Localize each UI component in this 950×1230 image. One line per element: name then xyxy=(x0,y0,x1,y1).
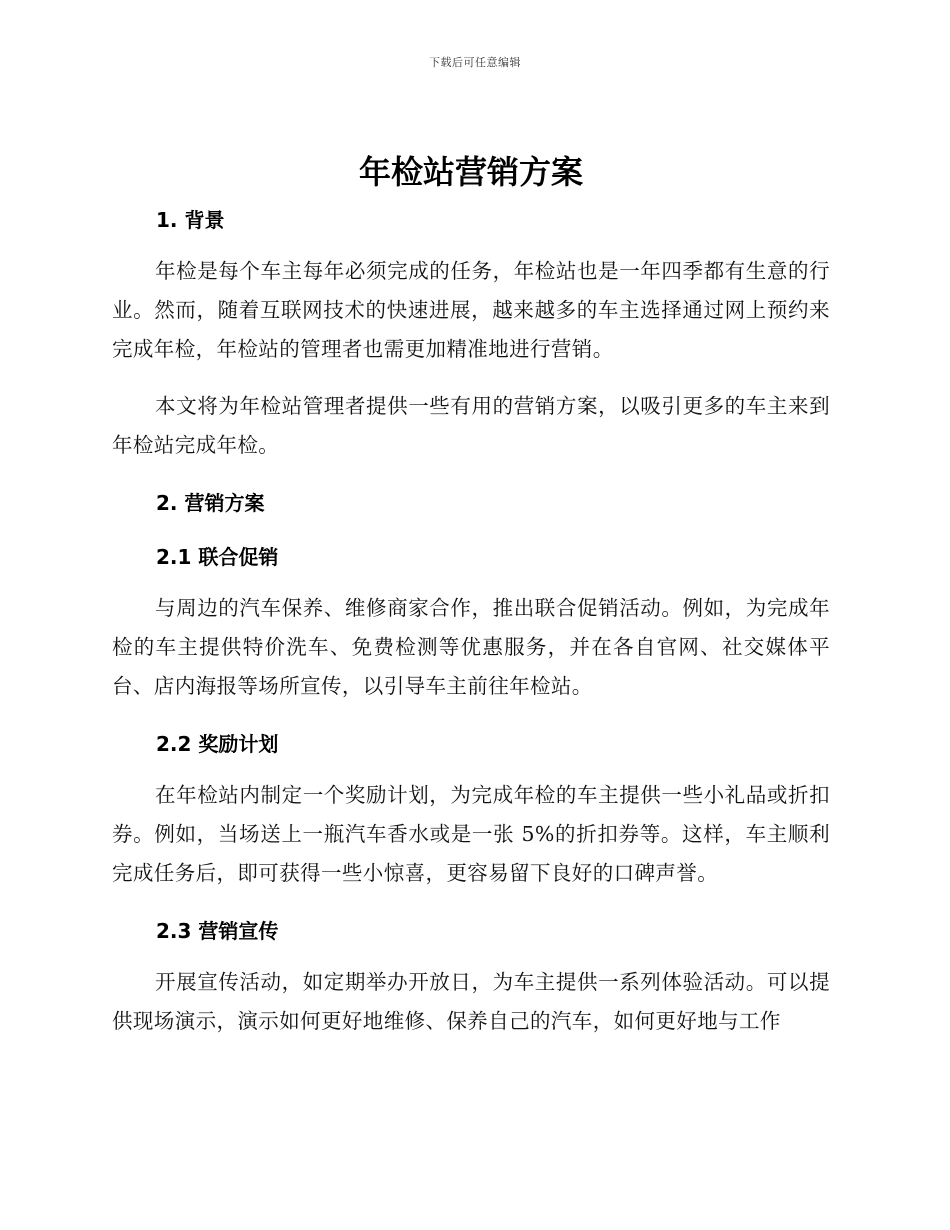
paragraph-joint-promotion: 与周边的汽车保养、维修商家合作，推出联合促销活动。例如，为完成年检的车主提供特价洗车、免费检测等优惠服务，并在各自官网、社交媒体平台、店内海报等场所宣传，以引导车主前往年检站。 xyxy=(112,596,830,698)
section-heading-marketing-publicity: 2.3 营销宣传 xyxy=(156,919,279,943)
paragraph-background-2: 本文将为年检站管理者提供一些有用的营销方案，以吸引更多的车主来到年检站完成年检。 xyxy=(112,394,830,457)
section-heading-background: 1. 背景 xyxy=(156,208,225,232)
section-heading-joint-promotion: 2.1 联合促销 xyxy=(156,545,279,569)
paragraph-reward-plan: 在年检站内制定一个奖励计划，为完成年检的车主提供一些小礼品或折扣券。例如，当场送上一瓶汽车香水或是一张 5%的折扣券等。这样，车主顺利完成任务后，即可获得一些小惊喜，更容易留下良好的口碑声誉。 xyxy=(112,783,830,885)
paragraph-marketing-publicity: 开展宣传活动，如定期举办开放日，为车主提供一系列体验活动。可以提供现场演示，演示如何更好地维修、保养自己的汽车，如何更好地与工作 xyxy=(112,970,830,1033)
section-heading-marketing-plan: 2. 营销方案 xyxy=(156,491,265,515)
document-body xyxy=(112,148,830,1041)
header-note: 下载后可任意编辑 xyxy=(429,56,521,69)
paragraph-background-1: 年检是每个车主每年必须完成的任务，年检站也是一年四季都有生意的行业。然而，随着互联网技术的快速进展，越来越多的车主选择通过网上预约来完成年检，年检站的管理者也需更加精准地进行营销。 xyxy=(112,259,830,361)
document-title: 年检站营销方案 xyxy=(358,153,583,191)
section-heading-reward-plan: 2.2 奖励计划 xyxy=(156,732,279,756)
